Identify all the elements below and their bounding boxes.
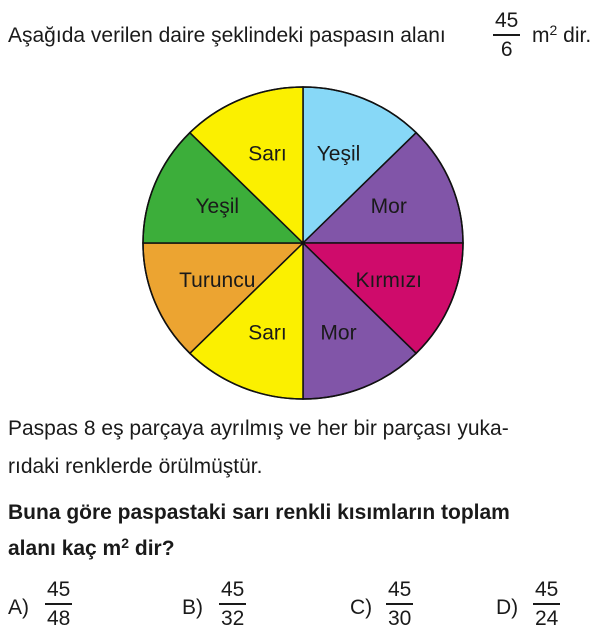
unit-text: m <box>532 24 550 47</box>
option-d-denominator: 24 <box>535 606 559 630</box>
pie-slice-label: Sarı <box>248 321 287 345</box>
option-a-label[interactable]: A) <box>8 596 29 619</box>
option-b-denominator: 32 <box>221 606 245 630</box>
pie-slice-label: Kırmızı <box>355 269 422 293</box>
question-line-2-suffix: dir? <box>134 537 175 560</box>
option-a-denominator: 48 <box>47 606 71 630</box>
option-b-fraction[interactable] <box>219 578 246 630</box>
question-exponent: 2 <box>121 535 130 551</box>
question-line-1: Buna göre paspastaki sarı renkli kısımların toplam <box>8 501 510 524</box>
option-c-denominator: 30 <box>388 606 412 630</box>
pie-slice-label: Yeşil <box>195 194 240 218</box>
fraction-bar <box>533 603 560 605</box>
area-denominator: 6 <box>500 37 513 61</box>
pie-slice-label: Yeşil <box>316 142 361 166</box>
pie-slice-label: Sarı <box>248 142 287 166</box>
area-fraction <box>493 9 520 61</box>
question-line-2 <box>8 537 175 561</box>
option-a-fraction[interactable] <box>45 578 72 630</box>
unit-suffix: dir. <box>563 24 592 47</box>
option-a-numerator: 45 <box>47 578 71 601</box>
option-b-numerator: 45 <box>221 578 245 601</box>
fraction-bar <box>493 34 520 36</box>
area-unit <box>532 24 591 48</box>
option-c-fraction[interactable] <box>386 578 413 630</box>
option-c-numerator: 45 <box>388 578 412 601</box>
pie-slice-label: Mor <box>370 194 407 218</box>
pie-slice-label: Mor <box>320 321 357 345</box>
pie-slice-label: Turuncu <box>179 269 256 293</box>
fraction-bar <box>219 603 246 605</box>
mat-pie-diagram <box>140 84 466 402</box>
option-c-label[interactable]: C) <box>350 596 373 619</box>
description-line-2: rıdaki renklerde örülmüştür. <box>8 455 263 478</box>
question-line-2-text: alanı kaç m <box>8 537 122 560</box>
unit-exponent: 2 <box>549 22 558 38</box>
description-line-1: Paspas 8 eş parçaya ayrılmış ve her bir parçası yuka- <box>8 417 509 440</box>
fraction-bar <box>45 603 72 605</box>
area-numerator: 45 <box>495 9 519 32</box>
option-d-label[interactable]: D) <box>496 596 519 619</box>
question-intro <box>8 24 446 48</box>
intro-text: Aşağıda verilen daire şeklindeki paspasın alanı <box>8 24 446 47</box>
option-b-label[interactable]: B) <box>182 596 203 619</box>
option-d-numerator: 45 <box>535 578 559 601</box>
fraction-bar <box>386 603 413 605</box>
option-d-fraction[interactable] <box>533 578 560 630</box>
